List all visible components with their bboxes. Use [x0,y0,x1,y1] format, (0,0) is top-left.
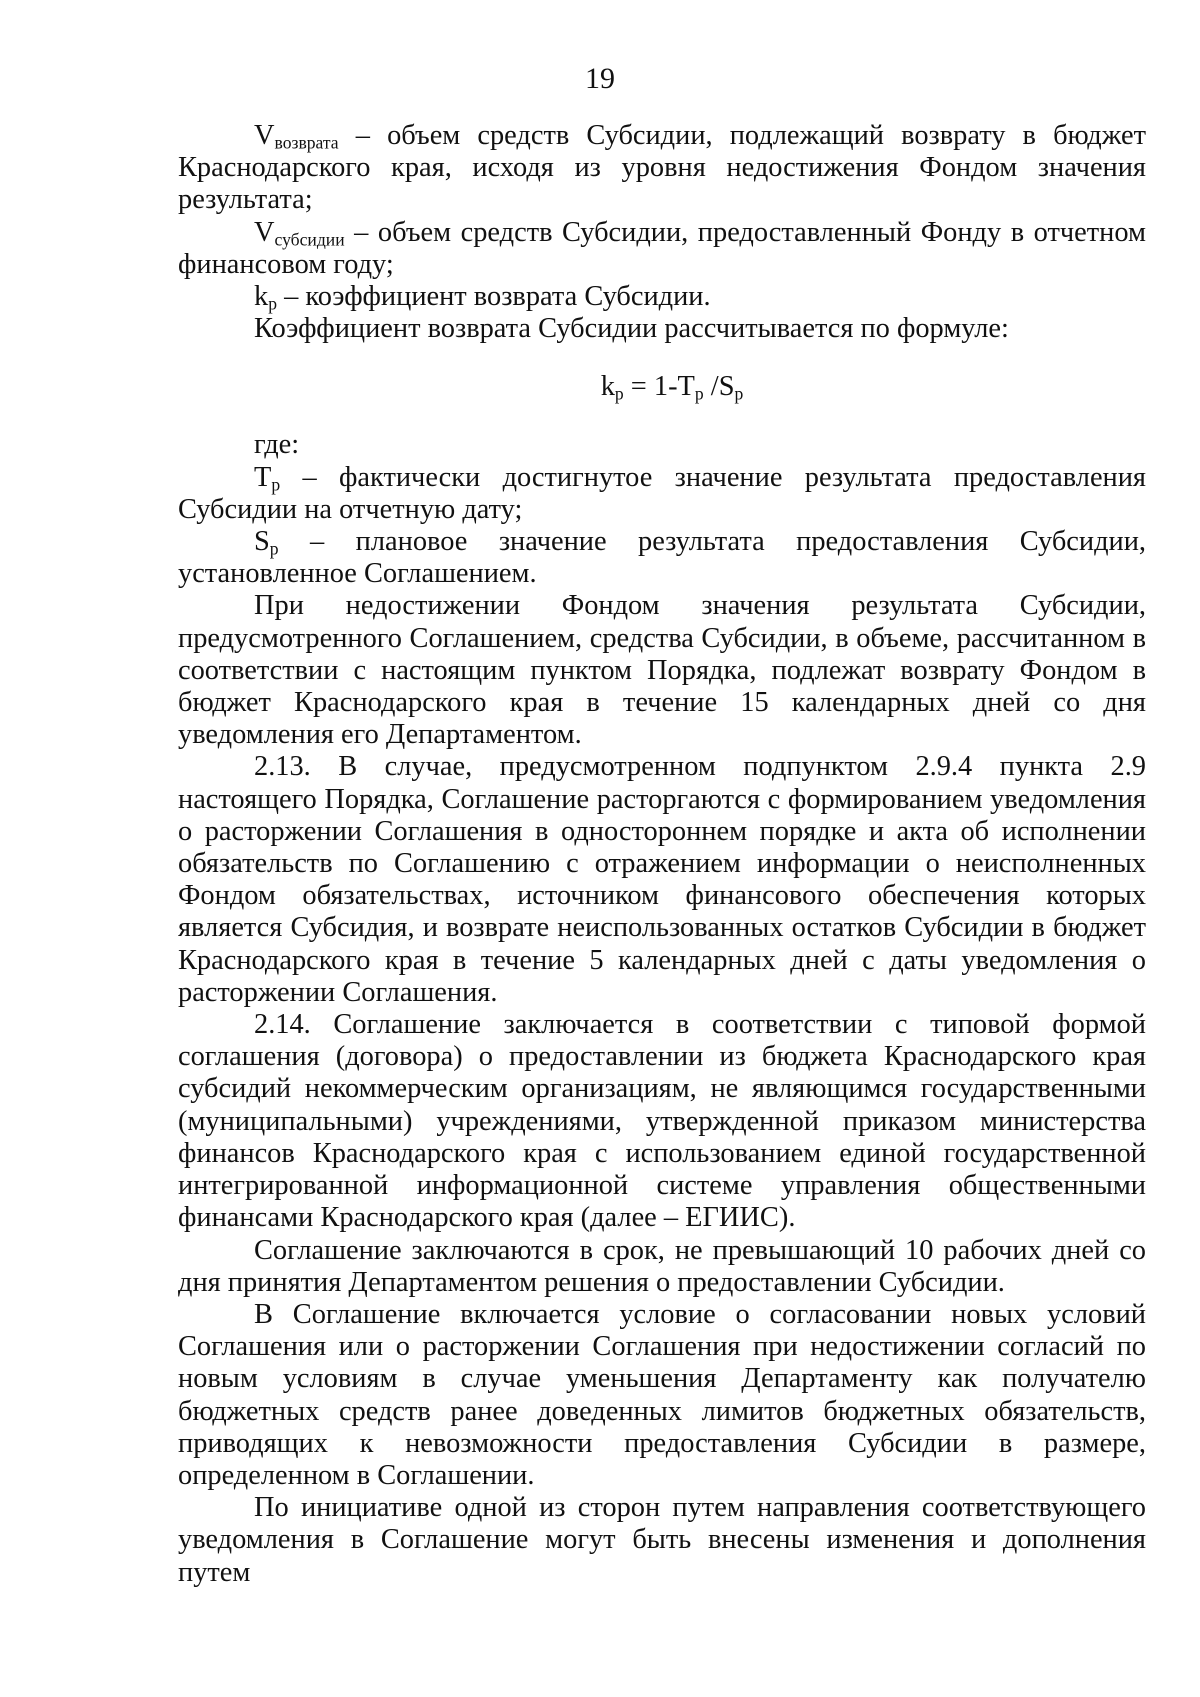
subscript: p [268,293,277,314]
paragraph-amendments: По инициативе одной из сторон путем направления соответствующего уведомления в Соглашение могут быть внесены изменения и дополнения путем [178,1492,1146,1588]
subscript: возврата [274,132,339,153]
paragraph-return: При недостижении Фондом значения результата Субсидии, предусмотренного Соглашением, средства Субсидии, в объеме, рассчитанном в соответствии с настоящим пунктом Порядка, подлежат возврату Фондом в бюджет Краснодарского края в течение 15 календарных дней со дня уведомления его Департаментом. [178,590,1146,751]
definition-text: – объем средств Субсидии, подлежащий возврату в бюджет Краснодарского края, исходя из уровня недостижения Фондом значения результата; [178,120,1146,216]
definition-k-p [178,281,1146,313]
definition-text: – объем средств Субсидии, предоставленный Фонду в отчетном финансовом году; [178,216,1146,280]
definition-text: – коэффициент возврата Субсидии. [277,281,711,313]
definition-v-subsidii [178,217,1146,281]
formula-intro: Коэффициент возврата Субсидии рассчитывается по формуле: [254,313,1009,345]
subscript: p [271,474,281,495]
paragraph-2-13: 2.13. В случае, предусмотренном подпунктом 2.9.4 пункта 2.9 настоящего Порядка, Соглашение расторгаются с формированием уведомления о расторжении Соглашения в одностороннем порядке и акта об исполнении обязательств по Соглашению с отражением информации о неисполненных Фондом обязательствах, источником финансового обеспечения которых является Субсидия, и возврате неиспользованных остатков Субсидии в бюджет Краснодарского края в течение 5 календарных дней с даты уведомления о расторжении Соглашения. [178,751,1146,1008]
symbol: V [254,120,275,151]
term-text: – плановое значение результата предоставления Субсидии, установленное Соглашением. [178,526,1146,590]
term-s-p [178,526,1146,590]
term-t-p [178,462,1146,526]
symbol: S [254,526,270,558]
definition-v-vozvrata [178,120,1146,217]
paragraph-agreement-conditions: В Соглашение включается условие о согласовании новых условий Соглашения или о расторжении Соглашения при недостижении согласий по новым условиям в случае уменьшения Департаменту как получателю бюджетных средств ранее доведенных лимитов бюджетных обязательств, приводящих к невозможности предоставления Субсидии в размере, определенном в Соглашении. [178,1298,1146,1491]
where-label: где: [254,429,300,461]
formula: $k_p = 1-T_p$ $/S_p$ [600,371,744,404]
page-number: 19 [585,62,615,95]
symbol: k [254,281,269,313]
symbol: V [254,216,275,248]
paragraph-2-14: 2.14. Соглашение заключается в соответствии с типовой формой соглашения (договора) о предоставлении из бюджета Краснодарского края субсидий некоммерческим организациям, не являющимся государственными (муниципальными) учреждениями, утвержденной приказом министерства финансов Краснодарского края с использованием единой государственной интегрированной информационной системе управления общественными финансами Краснодарского края (далее – ЕГИИС). [178,1009,1146,1234]
paragraph-agreement-term: Соглашение заключаются в срок, не превышающий 10 рабочих дней со дня принятия Департаментом решения о предоставлении Субсидии. [178,1234,1146,1298]
term-text: – фактически достигнутое значение результата предоставления Субсидии на отчетную дату; [178,461,1146,525]
subscript: p [269,538,279,559]
document-body [178,120,1146,1589]
symbol: T [254,461,272,493]
subscript: субсидии [274,229,345,249]
